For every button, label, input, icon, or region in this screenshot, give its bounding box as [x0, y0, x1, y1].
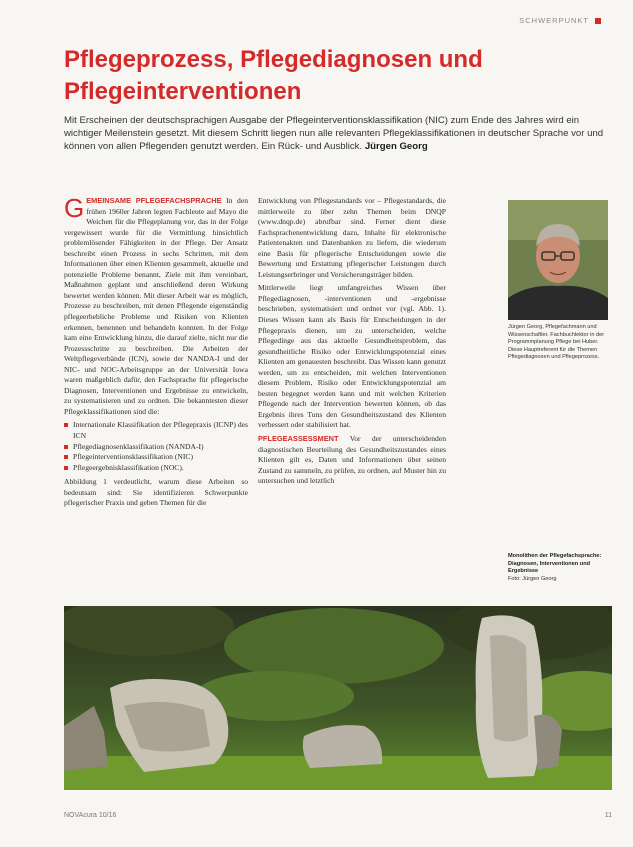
- list-item: Internationale Klassifikation der Pflegepraxis (ICNP) des ICN: [64, 420, 248, 441]
- list-item: Pflegediagnosenklassifikation (NANDA-I): [64, 442, 248, 453]
- lead-paragraph: [64, 114, 612, 154]
- list-item: Pflegeergebnisklassifikation (NOC).: [64, 463, 248, 474]
- portrait-image: [508, 200, 608, 320]
- page-footer: [64, 812, 612, 819]
- rubric-label: SCHWERPUNKT: [519, 16, 589, 25]
- classification-list: [64, 420, 248, 473]
- landscape-image: [64, 606, 612, 790]
- lead-text: Mit Erscheinen der deutschsprachigen Ausgabe der Pflegeinterventionsklassifikation (NIC) zum Ende des Jahres wird ein wichtiger Meilenstein gesetzt. Mit diesem Schritt liegen nun alle relevanten Pflegeklassifikationen in deutscher Sprache vor und können von allen Pflegenden genutzt werden. Ein Rück- und Ausblick.: [64, 115, 604, 153]
- drop-cap: G: [64, 196, 85, 223]
- author-name: Jürgen Georg: [364, 141, 428, 153]
- portrait-caption: Jürgen Georg, Pflegefachmann und Wissenschaftler. Fachbuchlektor in der Programmplanung Pflege bei Huber. Diese Hauptreferent für die Themen Pflegediagnosen und Pflegeprozess.: [508, 324, 605, 361]
- photo-caption-text: Monolithen der Pflegefachsprache: Diagnosen, Interventionen und Ergebnisse: [508, 553, 602, 575]
- photo-caption: [508, 553, 612, 583]
- section-rubric: [519, 16, 601, 25]
- list-item: Pflegeinterventionsklassifikation (NIC): [64, 452, 248, 463]
- column-2-paragraph-3: [258, 434, 446, 487]
- article-column-1: [64, 196, 248, 596]
- column-1-text: In den frühen 1960er Jahren legten Fachleute auf Mayo die Weichen für die Pflegeplanung vor, das in der Folge vergewissert wurde für die Vermittlung hinsichtlich problemlösender Fähigkeiten in der Pflege. Der Ansatz beschreibt einen Prozess in sechs Schritten, mit dem Informationen über einen Klienten gesammelt, aktuelle und potenzielle Probleme benannt, Ziele mit ihm vereinbart, Maßnahmen geplant und anschließend deren Wirkung bewertet werden können. Mit dieser Arbeit war es möglich, Prozesse zu beschreiben, mit denen Pflegende eigenständig pflegeerhebliche Probleme und Risiken von Klienten erkennen, benennen und behandeln konnten. In der Folge kam eine Entwicklung hinzu, die darauf zielte, nicht nur die Prozessschritte zu beschreiben. Die Arbeiten der Weltpflegeverbände (ICN), sowie der NANDA-I und der NIC- und NOC-Arbeitsgruppe an der Universität Iowa waren maßgeblich dafür, den Fachsprache für pflegerische Diagnosen, Interventionen und Ergebnisse zu entwickeln, zu systematisieren und zu ordnen. Die bekanntesten dieser Pflegeklassifikationen sind die:: [64, 196, 248, 416]
- column-2-text: Vor der unterscheidenden diagnostischen Beurteilung des Gesundheitszustandes eines Klienten gilt es, Daten und Informationen über seinen Zustand zu sammeln, zu prüfen, zu ordnen, auf Muster hin zu untersuchen und letztlich: [258, 434, 446, 486]
- column-1-paragraph-2: Abbildung 1 verdeutlicht, warum diese Arbeiten so bedeutsam sind: Sie identifizieren Schwerpunkte pflegerischer Praxis und geben Themen für die: [64, 477, 248, 508]
- page-number: 11: [604, 812, 612, 819]
- article-column-2: [258, 196, 446, 596]
- page-title: Pflegeprozess, Pflegediagnosen und Pflegeinterventionen: [64, 46, 483, 105]
- standing-stones-photo: [64, 606, 612, 790]
- photo-credit: Foto: Jürgen Georg: [508, 575, 557, 582]
- author-portrait: [508, 200, 608, 320]
- column-1-paragraph-1: [64, 196, 248, 417]
- subheading-runin: EMEINSAME PFLEGEFACHSPRACHE: [86, 196, 222, 205]
- footer-issue: NOVAcura 10/16: [64, 812, 117, 819]
- column-2-paragraph-1: Entwicklung von Pflegestandards vor – Pflegestandards, die mittlerweile zu über zehn Themen beim DNQP (www.dnqp.de) abrufbar sind. Ferner dient diese Fachsprachenentwicklung dazu, Inhalte für elektronische Patientenakten und Datenbanken zu liefern, die wiederum eine Basis für pflegerische Entscheidungen sowie die Bewertung und Erstattung pflegerischer Leistungen durch Leistungserbringer und Versicherungsträger bilden.: [258, 196, 446, 279]
- rubric-square-icon: [595, 18, 601, 24]
- subheading-runin: PFLEGEASSESSMENT: [258, 434, 339, 444]
- column-2-paragraph-2: Mittlerweile liegt umfangreiches Wissen über Pflegediagnosen, -interventionen und -ergebnisse beschrieben, systematisiert und ordnet vor (vgl. Abb. 1). Dieses Wissen kann als Basis für Entscheidungen in der Pflegepraxis dienen, um zu unterscheiden, welche Pflegedinge aus das aktuelle Gesundheitsproblem, das gesundheitliche Risiko oder Entwicklungspotenzial eines Klienten am genauesten beschreibt. Das Wissen kann genutzt werden, um zu entscheiden, mit welchen Interventionen diesem Problem, Risiko oder Entwicklungspotenzial am besten begegnet werden kann und mit welchen Kriterien Pflegende nach der Intervention bewerten können, ob das Ergebnis ihres Tuns den Gesundheitszustand des Klienten verbessert oder stabilisiert hat.: [258, 283, 446, 430]
